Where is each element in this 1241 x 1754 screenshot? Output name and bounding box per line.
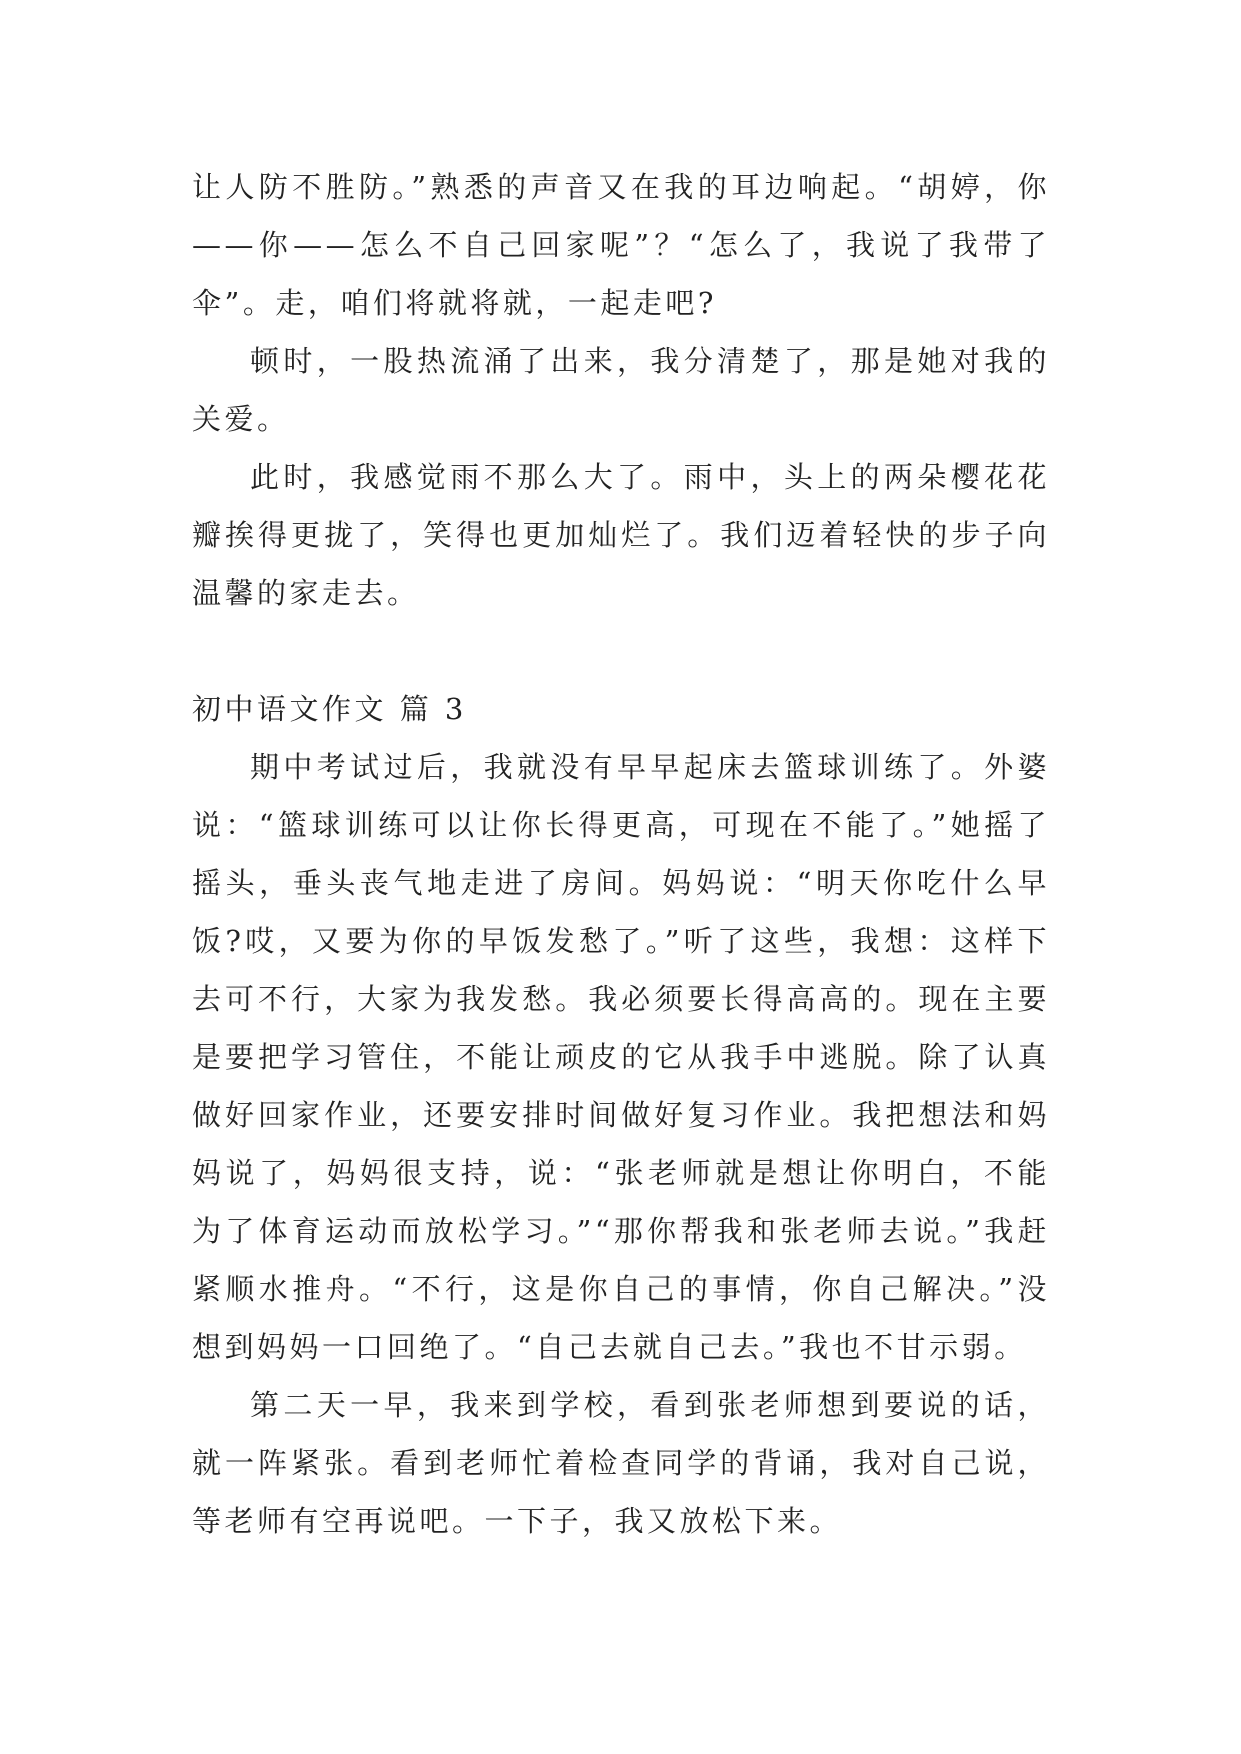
section-spacer <box>192 622 1050 680</box>
section-title: 初中语文作文 篇 3 <box>192 692 467 726</box>
paragraph: 期中考试过后，我就没有早早起床去篮球训练了。外婆说：“篮球训练可以让你长得更高，可现在不能了。”她摇了摇头，垂头丧气地走进了房间。妈妈说：“明天你吃什么早饭?哎，又要为你的早饭发愁了。”听了这些，我想：这样下去可不行，大家为我发愁。我必须要长得高高的。现在主要是要把学习管住，不能让顽皮的它从我手中逃脱。除了认真做好回家作业，还要安排时间做好复习作业。我把想法和妈妈说了，妈妈很支持，说：“张老师就是想让你明白，不能为了体育运动而放松学习。”“那你帮我和张老师去说。”我赶紧顺水推舟。“不行，这是你自己的事情，你自己解决。”没想到妈妈一口回绝了。“自己去就自己去。”我也不甘示弱。 <box>192 750 1050 1364</box>
paragraph: 第二天一早，我来到学校，看到张老师想到要说的话，就一阵紧张。看到老师忙着检查同学的背诵，我对自己说，等老师有空再说吧。一下子，我又放松下来。 <box>192 1388 1050 1538</box>
paragraph: 顿时，一股热流涌了出来，我分清楚了，那是她对我的关爱。 <box>192 344 1050 436</box>
paragraph-continued: 让人防不胜防。”熟悉的声音又在我的耳边响起。“胡婷，你——你——怎么不自己回家呢”？“怎么了，我说了我带了伞”。走，咱们将就将就，一起走吧? <box>192 170 1050 320</box>
document-page <box>192 158 1050 1550</box>
paragraph: 此时，我感觉雨不那么大了。雨中，头上的两朵樱花花瓣挨得更拢了，笑得也更加灿烂了。我们迈着轻快的步子向温馨的家走去。 <box>192 460 1050 610</box>
